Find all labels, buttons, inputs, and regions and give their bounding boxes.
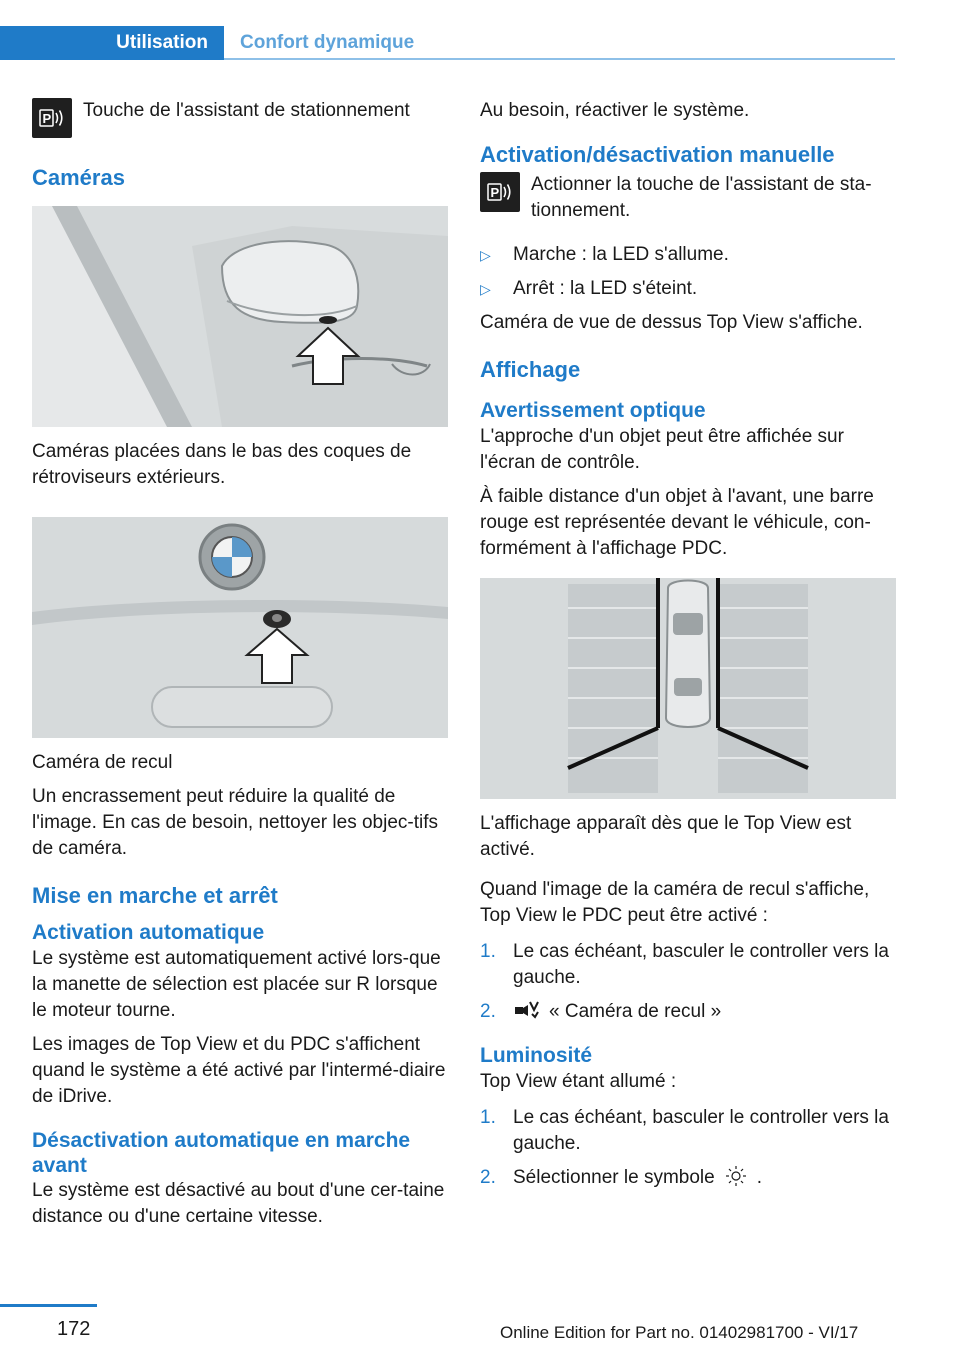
header-tab-utilisation: Utilisation xyxy=(0,26,224,60)
list-item xyxy=(480,1165,896,1195)
left-column xyxy=(32,98,448,1238)
svg-text:P: P xyxy=(42,111,52,126)
list-item-text: Le cas échéant, basculer le controller vers la gauche. xyxy=(513,1107,889,1154)
list-item-text: Marche : la LED s'allume. xyxy=(513,244,729,265)
brightness-sun-icon xyxy=(725,1165,747,1195)
figure-top-view xyxy=(480,578,896,799)
parking-assist-button-icon xyxy=(32,98,72,138)
page-number: 172 xyxy=(57,1318,91,1340)
paragraph-manual: Actionner la touche de l'assistant de sta-tionnement. xyxy=(531,174,872,221)
list-number: 2. xyxy=(480,1001,496,1022)
list-item xyxy=(480,242,896,268)
paragraph-topview: Caméra de vue de dessus Top View s'affiche. xyxy=(480,312,863,333)
paragraph-brightness: Top View étant allumé : xyxy=(480,1071,677,1092)
list-rear-camera xyxy=(480,939,896,1029)
list-item-text: Arrêt : la LED s'éteint. xyxy=(513,278,698,299)
paragraph-visual-2: À faible distance d'un objet à l'avant, une barre rouge est représentée devant le véhicule, con-formément à l'affichage PDC. xyxy=(480,486,874,559)
list-number: 1. xyxy=(480,941,496,962)
paragraph-rear-image: Quand l'image de la caméra de recul s'affiche, Top View le PDC peut être activé : xyxy=(480,879,870,926)
heading-display: Affichage xyxy=(480,357,581,382)
rear-camera-icon xyxy=(513,999,543,1029)
triangle-bullet-icon: ▷ xyxy=(480,247,491,263)
page-header xyxy=(0,26,895,62)
list-item xyxy=(480,276,896,302)
heading-cameras: Caméras xyxy=(32,165,125,190)
paragraph-auto-1: Le système est automatiquement activé lors-que la manette de sélection est placée sur R lorsque le moteur tourne. xyxy=(32,948,441,1021)
paragraph-deactivation: Le système est désactivé au bout d'une cer-taine distance ou d'une certaine vitesse. xyxy=(32,1180,445,1227)
triangle-bullet-icon: ▷ xyxy=(480,281,491,297)
heading-brightness: Luminosité xyxy=(480,1044,593,1067)
list-item-end: . xyxy=(756,1167,762,1188)
caption-rear-camera: Caméra de recul xyxy=(32,752,173,773)
heading-on-off: Mise en marche et arrêt xyxy=(32,883,278,908)
paragraph-auto-2: Les images de Top View et du PDC s'affichent quand le système a été activé par l'intermé-diaire de iDrive. xyxy=(32,1034,446,1107)
list-item-text: « Caméra de recul » xyxy=(549,1001,722,1022)
caption-mirror-cameras: Caméras placées dans le bas des coques de rétroviseurs extérieurs. xyxy=(32,441,412,488)
heading-manual: Activation/désactivation manuelle xyxy=(480,142,835,167)
icon-caption: Touche de l'assistant de stationnement xyxy=(83,100,410,121)
paragraph-reactivate: Au besoin, réactiver le système. xyxy=(480,100,750,121)
manual-icon-line xyxy=(480,172,896,224)
list-item xyxy=(480,1105,896,1157)
figure-rear-camera xyxy=(32,517,448,738)
list-item xyxy=(480,939,896,991)
list-item xyxy=(480,999,896,1029)
edition-note: Online Edition for Part no. 01402981700 - VI/17 xyxy=(500,1323,859,1342)
parking-assist-button-icon xyxy=(480,172,520,212)
footer-rule xyxy=(0,1304,97,1307)
heading-visual-warning: Avertissement optique xyxy=(480,399,706,422)
icon-caption-line xyxy=(32,98,448,138)
svg-text:P: P xyxy=(490,185,500,200)
list-number: 2. xyxy=(480,1167,496,1188)
list-item-text: Le cas échéant, basculer le controller vers la gauche. xyxy=(513,941,889,988)
heading-auto-deactivation: Désactivation automatique en marche avant xyxy=(32,1129,411,1177)
list-number: 1. xyxy=(480,1107,496,1128)
list-item-text: Sélectionner le symbole xyxy=(513,1167,715,1188)
paragraph-after-figure: L'affichage apparaît dès que le Top View est activé. xyxy=(480,813,852,860)
heading-auto-activation: Activation automatique xyxy=(32,921,265,944)
header-tab-confort-dynamique: Confort dynamique xyxy=(240,32,415,53)
list-manual xyxy=(480,242,896,302)
paragraph-dirt: Un encrassement peut réduire la qualité de l'image. En cas de besoin, nettoyer les objec-tifs de caméra. xyxy=(32,786,439,859)
list-brightness xyxy=(480,1105,896,1195)
paragraph-visual-1: L'approche d'un objet peut être affichée sur l'écran de contrôle. xyxy=(480,426,844,473)
right-column xyxy=(480,98,896,1203)
header-rule xyxy=(224,58,895,60)
figure-mirror-camera xyxy=(32,206,448,427)
